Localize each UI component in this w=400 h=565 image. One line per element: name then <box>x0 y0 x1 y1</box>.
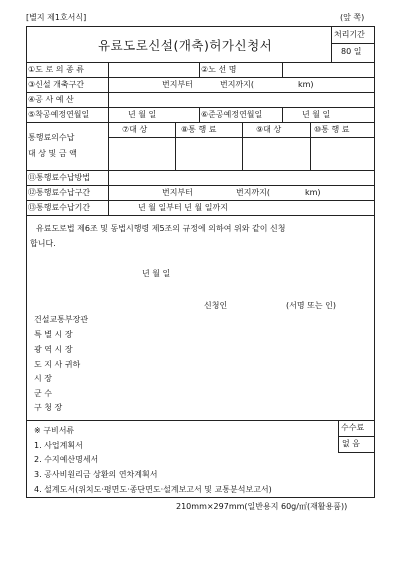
end-date-label: ⑥준공예정연월일 <box>201 110 263 119</box>
fee-value: 없 음 <box>342 439 360 448</box>
toll-section-from: 번지부터 <box>162 188 193 197</box>
col-target-1: ⑦대 상 <box>122 125 148 134</box>
section-unit: km) <box>298 80 314 89</box>
route-name-label: ②노 선 명 <box>201 65 237 74</box>
form-number: [별지 제1호서식] <box>26 13 87 22</box>
form-frame <box>26 26 375 498</box>
recipient-6: 군 수 <box>34 389 52 398</box>
paper-spec: 210mm×297mm(일반용지 60g/㎡(재활용품)) <box>176 502 348 511</box>
recipient-7: 구 청 장 <box>34 403 63 412</box>
section-to: 번지까지( <box>220 80 255 89</box>
toll-section-to: 번지까지( <box>236 188 271 197</box>
toll-label-line1: 통행료의수납 <box>28 133 75 142</box>
toll-period-label: ⑬통행료수납기간 <box>28 203 91 212</box>
end-date-value: 년 월 일 <box>302 110 331 119</box>
recipient-1: 건설교통부장관 <box>34 315 89 324</box>
form-title: 유료도로신설(개축)허가신청서 <box>98 38 273 53</box>
fee-label: 수수료 <box>341 423 365 432</box>
toll-section-unit: km) <box>305 188 321 197</box>
toll-period-value: 년 월 일부터 년 월 일까지 <box>138 203 228 212</box>
col-target-2: ⑨대 상 <box>256 125 282 134</box>
signature-note: (서명 또는 인) <box>286 301 336 310</box>
attachment-item-3: 3. 공사비원리금 상환의 연차계획서 <box>34 470 158 479</box>
start-date-value: 년 월 일 <box>128 110 157 119</box>
recipient-2: 특 별 시 장 <box>34 330 73 339</box>
road-type-label: ①도 로 의 종 류 <box>28 65 84 74</box>
attachment-item-2: 2. 수지예산명세서 <box>34 455 99 464</box>
attachment-item-1: 1. 사업계획서 <box>34 441 83 450</box>
col-toll-1: ⑧통 행 료 <box>181 125 217 134</box>
attachments-heading: ※ 구비서류 <box>34 426 75 435</box>
section-label: ③신설 개축구간 <box>28 80 85 89</box>
budget-label: ④공 사 예 산 <box>28 95 74 104</box>
col-toll-2: ⑩통 행 료 <box>314 125 350 134</box>
recipient-5: 시 장 <box>34 374 52 383</box>
start-date-label: ⑤착공예정연월일 <box>28 110 90 119</box>
processing-period-value: 80 일 <box>341 47 362 56</box>
section-from: 번지부터 <box>162 80 193 89</box>
attachment-item-4: 4. 설계도서(위치도·평면도·종단면도·설계보고서 및 교통분석보고서) <box>34 485 272 494</box>
applicant-label: 신청인 <box>204 301 228 310</box>
statement-line1: 유료도로법 제6조 및 동법시행령 제5조의 규정에 의하여 위와 같이 신청 <box>36 224 286 233</box>
recipient-3: 광 역 시 장 <box>34 345 73 354</box>
recipient-4: 도 지 사 귀하 <box>34 360 81 369</box>
toll-label-line2: 대 상 및 금 액 <box>28 149 77 158</box>
toll-section-label: ⑫통행료수납구간 <box>28 188 91 197</box>
application-date: 년 월 일 <box>142 269 171 278</box>
toll-method-label: ⑪통행료수납방법 <box>28 173 91 182</box>
page-side: (앞 쪽) <box>340 13 365 22</box>
processing-period-label: 처리기간 <box>334 30 365 39</box>
statement-line2: 합니다. <box>30 239 56 248</box>
